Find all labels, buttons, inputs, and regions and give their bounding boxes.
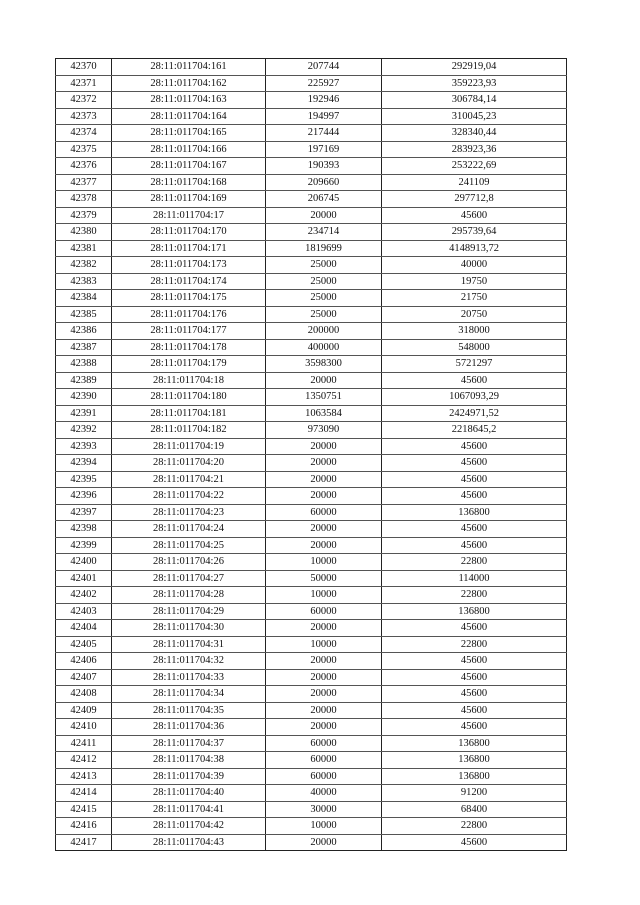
value-cell: 45600 [382, 521, 567, 538]
cadastral-number-cell: 28:11:011704:169 [112, 191, 266, 208]
row-number-cell: 42391 [56, 405, 112, 422]
cadastral-number-cell: 28:11:011704:25 [112, 537, 266, 554]
value-cell: 45600 [382, 438, 567, 455]
row-number-cell: 42392 [56, 422, 112, 439]
table-row [56, 587, 567, 604]
cadastral-number-cell: 28:11:011704:34 [112, 686, 266, 703]
table-row [56, 620, 567, 637]
row-number-cell: 42394 [56, 455, 112, 472]
table-row [56, 801, 567, 818]
area-cell: 20000 [266, 620, 382, 637]
area-cell: 194997 [266, 108, 382, 125]
value-cell: 1067093,29 [382, 389, 567, 406]
row-number-cell: 42388 [56, 356, 112, 373]
area-cell: 20000 [266, 521, 382, 538]
cadastral-number-cell: 28:11:011704:37 [112, 735, 266, 752]
cadastral-number-cell: 28:11:011704:176 [112, 306, 266, 323]
area-cell: 25000 [266, 273, 382, 290]
cadastral-number-cell: 28:11:011704:29 [112, 603, 266, 620]
row-number-cell: 42380 [56, 224, 112, 241]
table-row [56, 422, 567, 439]
area-cell: 1819699 [266, 240, 382, 257]
row-number-cell: 42382 [56, 257, 112, 274]
cadastral-number-cell: 28:11:011704:173 [112, 257, 266, 274]
cadastral-number-cell: 28:11:011704:24 [112, 521, 266, 538]
value-cell: 136800 [382, 735, 567, 752]
row-number-cell: 42399 [56, 537, 112, 554]
row-number-cell: 42373 [56, 108, 112, 125]
row-number-cell: 42379 [56, 207, 112, 224]
row-number-cell: 42387 [56, 339, 112, 356]
table-row [56, 75, 567, 92]
cadastral-number-cell: 28:11:011704:163 [112, 92, 266, 109]
value-cell: 292919,04 [382, 59, 567, 76]
row-number-cell: 42398 [56, 521, 112, 538]
cadastral-number-cell: 28:11:011704:36 [112, 719, 266, 736]
table-row [56, 521, 567, 538]
row-number-cell: 42374 [56, 125, 112, 142]
table-row [56, 653, 567, 670]
table-row [56, 224, 567, 241]
table-row [56, 719, 567, 736]
row-number-cell: 42375 [56, 141, 112, 158]
value-cell: 22800 [382, 587, 567, 604]
value-cell: 68400 [382, 801, 567, 818]
value-cell: 45600 [382, 471, 567, 488]
value-cell: 91200 [382, 785, 567, 802]
area-cell: 20000 [266, 488, 382, 505]
area-cell: 25000 [266, 257, 382, 274]
area-cell: 60000 [266, 603, 382, 620]
table-row [56, 339, 567, 356]
row-number-cell: 42402 [56, 587, 112, 604]
area-cell: 3598300 [266, 356, 382, 373]
cadastral-number-cell: 28:11:011704:28 [112, 587, 266, 604]
table-row [56, 323, 567, 340]
table-row [56, 372, 567, 389]
table-row [56, 570, 567, 587]
cadastral-number-cell: 28:11:011704:32 [112, 653, 266, 670]
value-cell: 295739,64 [382, 224, 567, 241]
row-number-cell: 42385 [56, 306, 112, 323]
area-cell: 209660 [266, 174, 382, 191]
value-cell: 548000 [382, 339, 567, 356]
cadastral-number-cell: 28:11:011704:18 [112, 372, 266, 389]
value-cell: 253222,69 [382, 158, 567, 175]
value-cell: 136800 [382, 752, 567, 769]
row-number-cell: 42415 [56, 801, 112, 818]
row-number-cell: 42395 [56, 471, 112, 488]
row-number-cell: 42414 [56, 785, 112, 802]
table-row [56, 554, 567, 571]
value-cell: 2218645,2 [382, 422, 567, 439]
value-cell: 136800 [382, 768, 567, 785]
value-cell: 136800 [382, 504, 567, 521]
table-row [56, 735, 567, 752]
cadastral-number-cell: 28:11:011704:43 [112, 834, 266, 851]
area-cell: 60000 [266, 752, 382, 769]
value-cell: 22800 [382, 636, 567, 653]
row-number-cell: 42401 [56, 570, 112, 587]
cadastral-number-cell: 28:11:011704:181 [112, 405, 266, 422]
area-cell: 10000 [266, 554, 382, 571]
cadastral-number-cell: 28:11:011704:182 [112, 422, 266, 439]
table-row [56, 504, 567, 521]
table-row [56, 158, 567, 175]
area-cell: 60000 [266, 504, 382, 521]
area-cell: 40000 [266, 785, 382, 802]
area-cell: 225927 [266, 75, 382, 92]
row-number-cell: 42378 [56, 191, 112, 208]
value-cell: 4148913,72 [382, 240, 567, 257]
table-row [56, 174, 567, 191]
table-body [56, 59, 567, 851]
value-cell: 22800 [382, 554, 567, 571]
value-cell: 45600 [382, 669, 567, 686]
row-number-cell: 42386 [56, 323, 112, 340]
cadastral-number-cell: 28:11:011704:174 [112, 273, 266, 290]
cadastral-number-cell: 28:11:011704:161 [112, 59, 266, 76]
value-cell: 241109 [382, 174, 567, 191]
table-row [56, 290, 567, 307]
area-cell: 30000 [266, 801, 382, 818]
area-cell: 200000 [266, 323, 382, 340]
value-cell: 310045,23 [382, 108, 567, 125]
value-cell: 45600 [382, 455, 567, 472]
cadastral-number-cell: 28:11:011704:23 [112, 504, 266, 521]
table-row [56, 389, 567, 406]
value-cell: 45600 [382, 207, 567, 224]
value-cell: 2424971,52 [382, 405, 567, 422]
cadastral-number-cell: 28:11:011704:26 [112, 554, 266, 571]
table-row [56, 306, 567, 323]
row-number-cell: 42417 [56, 834, 112, 851]
area-cell: 1350751 [266, 389, 382, 406]
value-cell: 45600 [382, 537, 567, 554]
cadastral-number-cell: 28:11:011704:170 [112, 224, 266, 241]
value-cell: 306784,14 [382, 92, 567, 109]
value-cell: 5721297 [382, 356, 567, 373]
row-number-cell: 42400 [56, 554, 112, 571]
cadastral-number-cell: 28:11:011704:164 [112, 108, 266, 125]
row-number-cell: 42405 [56, 636, 112, 653]
table-row [56, 59, 567, 76]
value-cell: 19750 [382, 273, 567, 290]
table-row [56, 785, 567, 802]
table-row [56, 603, 567, 620]
table-row [56, 537, 567, 554]
row-number-cell: 42416 [56, 818, 112, 835]
area-cell: 207744 [266, 59, 382, 76]
cadastral-number-cell: 28:11:011704:33 [112, 669, 266, 686]
cadastral-number-cell: 28:11:011704:35 [112, 702, 266, 719]
cadastral-number-cell: 28:11:011704:165 [112, 125, 266, 142]
row-number-cell: 42413 [56, 768, 112, 785]
row-number-cell: 42406 [56, 653, 112, 670]
table-row [56, 273, 567, 290]
table-row [56, 488, 567, 505]
cadastral-number-cell: 28:11:011704:42 [112, 818, 266, 835]
value-cell: 45600 [382, 834, 567, 851]
area-cell: 25000 [266, 290, 382, 307]
cadastral-number-cell: 28:11:011704:178 [112, 339, 266, 356]
area-cell: 1063584 [266, 405, 382, 422]
cadastral-number-cell: 28:11:011704:162 [112, 75, 266, 92]
row-number-cell: 42377 [56, 174, 112, 191]
cadastral-number-cell: 28:11:011704:40 [112, 785, 266, 802]
table-row [56, 108, 567, 125]
area-cell: 20000 [266, 834, 382, 851]
area-cell: 20000 [266, 471, 382, 488]
cadastral-number-cell: 28:11:011704:166 [112, 141, 266, 158]
value-cell: 318000 [382, 323, 567, 340]
table-row [56, 125, 567, 142]
value-cell: 45600 [382, 372, 567, 389]
table-row [56, 455, 567, 472]
value-cell: 283923,36 [382, 141, 567, 158]
area-cell: 190393 [266, 158, 382, 175]
area-cell: 973090 [266, 422, 382, 439]
cadastral-number-cell: 28:11:011704:22 [112, 488, 266, 505]
area-cell: 10000 [266, 587, 382, 604]
table-row [56, 141, 567, 158]
area-cell: 20000 [266, 669, 382, 686]
row-number-cell: 42370 [56, 59, 112, 76]
table-row [56, 768, 567, 785]
row-number-cell: 42412 [56, 752, 112, 769]
area-cell: 217444 [266, 125, 382, 142]
row-number-cell: 42390 [56, 389, 112, 406]
cadastral-number-cell: 28:11:011704:177 [112, 323, 266, 340]
area-cell: 234714 [266, 224, 382, 241]
cadastral-number-cell: 28:11:011704:38 [112, 752, 266, 769]
area-cell: 20000 [266, 455, 382, 472]
table-row [56, 405, 567, 422]
table-row [56, 471, 567, 488]
area-cell: 20000 [266, 653, 382, 670]
table-row [56, 636, 567, 653]
value-cell: 20750 [382, 306, 567, 323]
area-cell: 20000 [266, 686, 382, 703]
row-number-cell: 42404 [56, 620, 112, 637]
area-cell: 192946 [266, 92, 382, 109]
value-cell: 114000 [382, 570, 567, 587]
cadastral-number-cell: 28:11:011704:175 [112, 290, 266, 307]
value-cell: 136800 [382, 603, 567, 620]
row-number-cell: 42411 [56, 735, 112, 752]
area-cell: 197169 [266, 141, 382, 158]
area-cell: 20000 [266, 207, 382, 224]
area-cell: 206745 [266, 191, 382, 208]
area-cell: 60000 [266, 735, 382, 752]
table-row [56, 240, 567, 257]
cadastral-number-cell: 28:11:011704:39 [112, 768, 266, 785]
value-cell: 45600 [382, 488, 567, 505]
table-row [56, 702, 567, 719]
table-row [56, 257, 567, 274]
cadastral-number-cell: 28:11:011704:31 [112, 636, 266, 653]
row-number-cell: 42408 [56, 686, 112, 703]
area-cell: 25000 [266, 306, 382, 323]
row-number-cell: 42397 [56, 504, 112, 521]
table-row [56, 669, 567, 686]
row-number-cell: 42381 [56, 240, 112, 257]
data-table [55, 58, 567, 851]
row-number-cell: 42376 [56, 158, 112, 175]
table-row [56, 818, 567, 835]
cadastral-number-cell: 28:11:011704:167 [112, 158, 266, 175]
row-number-cell: 42371 [56, 75, 112, 92]
value-cell: 21750 [382, 290, 567, 307]
value-cell: 297712,8 [382, 191, 567, 208]
value-cell: 45600 [382, 620, 567, 637]
cadastral-number-cell: 28:11:011704:171 [112, 240, 266, 257]
value-cell: 45600 [382, 719, 567, 736]
row-number-cell: 42407 [56, 669, 112, 686]
row-number-cell: 42396 [56, 488, 112, 505]
table-row [56, 207, 567, 224]
value-cell: 45600 [382, 686, 567, 703]
value-cell: 22800 [382, 818, 567, 835]
row-number-cell: 42384 [56, 290, 112, 307]
cadastral-number-cell: 28:11:011704:19 [112, 438, 266, 455]
row-number-cell: 42409 [56, 702, 112, 719]
table-row [56, 686, 567, 703]
row-number-cell: 42410 [56, 719, 112, 736]
cadastral-number-cell: 28:11:011704:27 [112, 570, 266, 587]
table-row [56, 438, 567, 455]
value-cell: 328340,44 [382, 125, 567, 142]
cadastral-number-cell: 28:11:011704:180 [112, 389, 266, 406]
area-cell: 20000 [266, 372, 382, 389]
value-cell: 359223,93 [382, 75, 567, 92]
row-number-cell: 42383 [56, 273, 112, 290]
table-row [56, 92, 567, 109]
table-row [56, 191, 567, 208]
cadastral-number-cell: 28:11:011704:20 [112, 455, 266, 472]
row-number-cell: 42403 [56, 603, 112, 620]
cadastral-number-cell: 28:11:011704:168 [112, 174, 266, 191]
cadastral-number-cell: 28:11:011704:41 [112, 801, 266, 818]
row-number-cell: 42393 [56, 438, 112, 455]
cadastral-number-cell: 28:11:011704:179 [112, 356, 266, 373]
cadastral-number-cell: 28:11:011704:17 [112, 207, 266, 224]
area-cell: 10000 [266, 818, 382, 835]
area-cell: 50000 [266, 570, 382, 587]
cadastral-number-cell: 28:11:011704:30 [112, 620, 266, 637]
area-cell: 20000 [266, 537, 382, 554]
table-row [56, 356, 567, 373]
area-cell: 400000 [266, 339, 382, 356]
value-cell: 40000 [382, 257, 567, 274]
area-cell: 10000 [266, 636, 382, 653]
row-number-cell: 42372 [56, 92, 112, 109]
cadastral-number-cell: 28:11:011704:21 [112, 471, 266, 488]
row-number-cell: 42389 [56, 372, 112, 389]
area-cell: 20000 [266, 438, 382, 455]
value-cell: 45600 [382, 653, 567, 670]
table-row [56, 752, 567, 769]
value-cell: 45600 [382, 702, 567, 719]
area-cell: 60000 [266, 768, 382, 785]
table-row [56, 834, 567, 851]
area-cell: 20000 [266, 719, 382, 736]
area-cell: 20000 [266, 702, 382, 719]
